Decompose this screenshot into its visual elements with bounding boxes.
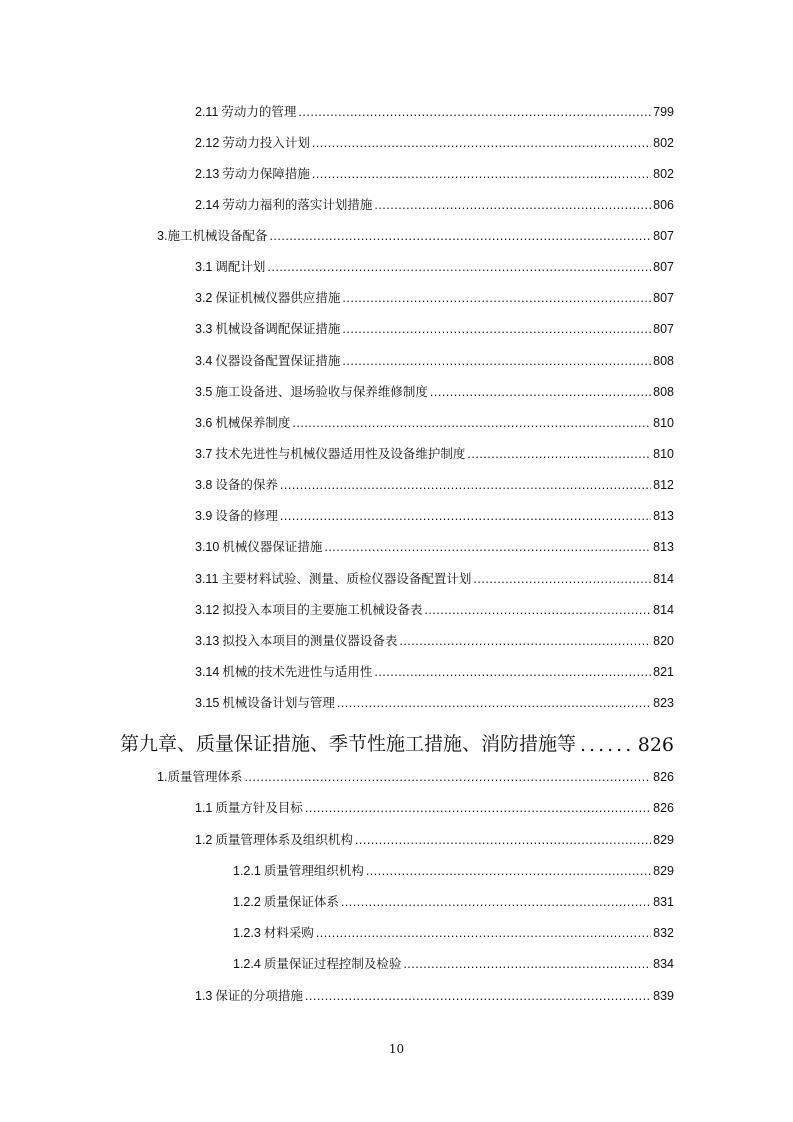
toc-entry-title: 机械设备调配保证措施	[215, 321, 341, 336]
leader-dots	[374, 197, 651, 213]
toc-entry[interactable]	[233, 863, 674, 879]
toc-entry-page: 814	[653, 572, 674, 586]
toc-entry[interactable]	[195, 695, 674, 711]
toc-entry-number: 3.9	[195, 509, 213, 523]
toc-entry[interactable]	[195, 290, 674, 306]
toc-entry-title: 质量方针及目标	[215, 800, 303, 815]
toc-entry-title: 主要材料试验、测量、质检仪器设备配置计划	[221, 571, 472, 586]
toc-entry-title: 仪器设备配置保证措施	[215, 353, 341, 368]
toc-entry-number: 2.14	[195, 198, 220, 212]
toc-entry-title: 设备的保养	[215, 477, 278, 492]
toc-entry-number: 3.12	[195, 603, 220, 617]
toc-entry-title: 保证机械仪器供应措施	[215, 290, 341, 305]
toc-entry-title: 拟投入本项目的测量仪器设备表	[222, 633, 398, 648]
toc-entry-number: 3.10	[195, 540, 220, 554]
toc-entry-number: 1.3	[195, 989, 213, 1003]
toc-entry[interactable]	[233, 925, 674, 941]
toc-entry-number: 1.2.2	[233, 895, 261, 909]
leader-dots	[269, 228, 651, 244]
toc-entry-page: 813	[653, 540, 674, 554]
leader-dots	[280, 508, 651, 524]
toc-entry[interactable]	[195, 446, 674, 462]
leader-dots	[244, 769, 651, 785]
toc-entry[interactable]	[195, 800, 674, 816]
leader-dots	[424, 602, 651, 618]
toc-entry-page: 806	[653, 198, 674, 212]
toc-entry-title: 机械的技术先进性与适用性	[222, 664, 373, 679]
toc-entry[interactable]	[195, 197, 674, 213]
toc-entry-page: 821	[653, 665, 674, 679]
toc-entry-page: 834	[653, 957, 674, 971]
toc-entry-page: 829	[653, 833, 674, 847]
toc-entry-number: 1.	[157, 770, 168, 784]
leader-dots	[292, 415, 651, 431]
page-number: 10	[388, 1042, 405, 1056]
leader-dots	[324, 539, 651, 555]
toc-entry[interactable]	[195, 477, 674, 493]
toc-entry-page: 812	[653, 478, 674, 492]
toc-entry-number: 1.2.4	[233, 957, 261, 971]
toc-entry-number: 3.11	[195, 572, 219, 586]
toc-entry-title: 设备的修理	[215, 508, 278, 523]
toc-entry-title: 质量管理体系及组织机构	[215, 832, 353, 847]
leader-dots	[316, 925, 651, 941]
toc-entry-page: 829	[653, 864, 674, 878]
toc-entry-number: 3.	[157, 229, 168, 243]
toc-entry-page: 826	[653, 770, 674, 784]
toc-entry-number: 3.6	[195, 416, 213, 430]
toc-entry-title: 材料采购	[263, 925, 314, 940]
leader-dots	[298, 104, 651, 120]
toc-entry[interactable]	[195, 508, 674, 524]
leader-dots	[342, 290, 651, 306]
toc-entry-page: 820	[653, 634, 674, 648]
toc-entry[interactable]	[195, 384, 674, 400]
toc-entry-number: 2.13	[195, 167, 220, 181]
toc-entry-page: 813	[653, 509, 674, 523]
toc-entry-title: 技术先进性与机械仪器适用性及设备维护制度	[215, 446, 466, 461]
toc-entry[interactable]	[233, 894, 674, 910]
toc-entry-page: 802	[653, 167, 674, 181]
toc-entry-page: 831	[653, 895, 674, 909]
leader-dots	[467, 446, 651, 462]
toc-entry[interactable]	[195, 539, 674, 555]
toc-entry-number: 1.2.3	[233, 926, 261, 940]
toc-entry[interactable]	[195, 988, 674, 1004]
toc-entry-page: 832	[653, 926, 674, 940]
toc-entry[interactable]	[195, 571, 674, 587]
toc-entry-number: 3.7	[195, 447, 213, 461]
toc-entry-page: 802	[653, 136, 674, 150]
leader-dots	[337, 695, 651, 711]
toc-entry-page: 807	[653, 260, 674, 274]
toc-entry-number: 3.8	[195, 478, 213, 492]
toc-entry-number: 3.14	[195, 665, 220, 679]
toc-entry-page: 807	[653, 291, 674, 305]
toc-entry[interactable]	[195, 166, 674, 182]
toc-entry-title: 机械设备计划与管理	[222, 695, 335, 710]
chapter-heading[interactable]	[120, 730, 674, 756]
leader-dots	[355, 832, 651, 848]
leader-dots	[280, 477, 651, 493]
toc-entry-title: 劳动力的管理	[221, 104, 297, 119]
leader-dots	[399, 633, 651, 649]
leader-dots	[342, 353, 651, 369]
toc-entry-page: 807	[653, 229, 674, 243]
leader-dots	[267, 259, 651, 275]
toc-entry-number: 1.2.1	[233, 864, 261, 878]
toc-entry[interactable]	[233, 956, 674, 972]
toc-entry[interactable]	[195, 353, 674, 369]
toc-entry-page: 823	[653, 696, 674, 710]
leader-dots	[403, 956, 651, 972]
leader-dots	[374, 664, 651, 680]
toc-entry[interactable]	[195, 832, 674, 848]
toc-entry[interactable]	[195, 602, 674, 618]
toc-entry-title: 劳动力保障措施	[222, 166, 310, 181]
toc-entry-title: 调配计划	[215, 259, 266, 274]
leader-dots	[430, 384, 651, 400]
leader-dots	[580, 734, 634, 756]
toc-entry-title: 施工设备进、退场验收与保养维修制度	[215, 384, 428, 399]
toc-entry-title: 保证的分项措施	[215, 988, 303, 1003]
toc-entry-title: 拟投入本项目的主要施工机械设备表	[222, 602, 423, 617]
toc-entry-page: 814	[653, 603, 674, 617]
leader-dots	[342, 321, 651, 337]
toc-entry[interactable]	[195, 104, 674, 120]
toc-entry-number: 2.12	[195, 136, 220, 150]
toc-entry-number: 3.13	[195, 634, 220, 648]
chapter-page: 826	[637, 734, 674, 756]
toc-entry[interactable]	[195, 664, 674, 680]
toc-entry-page: 826	[653, 801, 674, 815]
leader-dots	[312, 166, 651, 182]
toc-entry-page: 808	[653, 385, 674, 399]
toc-entry-title: 质量保证过程控制及检验	[263, 956, 402, 971]
toc-entry-title: 机械保养制度	[215, 415, 291, 430]
toc-entry-number: 3.5	[195, 385, 213, 399]
toc-entry[interactable]	[195, 321, 674, 337]
toc-entry-number: 3.15	[195, 696, 220, 710]
toc-entry-title: 质量管理体系	[167, 769, 243, 784]
toc-entry-number: 3.2	[195, 291, 213, 305]
toc-entry-page: 839	[653, 989, 674, 1003]
leader-dots	[312, 135, 651, 151]
toc-entry-title: 劳动力福利的落实计划措施	[222, 197, 373, 212]
toc-entry-page: 810	[653, 447, 674, 461]
toc-entry-title: 质量保证体系	[263, 894, 339, 909]
leader-dots	[305, 800, 651, 816]
toc-entry-page: 810	[653, 416, 674, 430]
toc-entry-title: 质量管理组织机构	[263, 863, 364, 878]
toc-entry[interactable]	[195, 633, 674, 649]
toc-entry-page: 799	[653, 105, 674, 119]
toc-entry-title: 机械仪器保证措施	[222, 539, 323, 554]
toc-entry-number: 3.1	[195, 260, 213, 274]
toc-entry-title: 劳动力投入计划	[222, 135, 310, 150]
toc-entry[interactable]	[195, 415, 674, 431]
leader-dots	[305, 988, 651, 1004]
toc-entry-number: 1.1	[195, 801, 213, 815]
toc-entry-page: 807	[653, 322, 674, 336]
leader-dots	[366, 863, 651, 879]
toc-entry[interactable]	[195, 135, 674, 151]
toc-entry-page: 808	[653, 354, 674, 368]
chapter-title: 第九章、质量保证措施、季节性施工措施、消防措施等	[120, 733, 577, 755]
toc-entry-number: 3.3	[195, 322, 213, 336]
toc-entry-title: 施工机械设备配备	[167, 228, 268, 243]
leader-dots	[473, 571, 651, 587]
toc-entry-number: 1.2	[195, 833, 213, 847]
toc-entry[interactable]	[157, 769, 674, 785]
leader-dots	[341, 894, 651, 910]
toc-entry[interactable]	[157, 228, 674, 244]
toc-entry-number: 2.11	[195, 105, 219, 119]
toc-entry-number: 3.4	[195, 354, 213, 368]
toc-entry[interactable]	[195, 259, 674, 275]
